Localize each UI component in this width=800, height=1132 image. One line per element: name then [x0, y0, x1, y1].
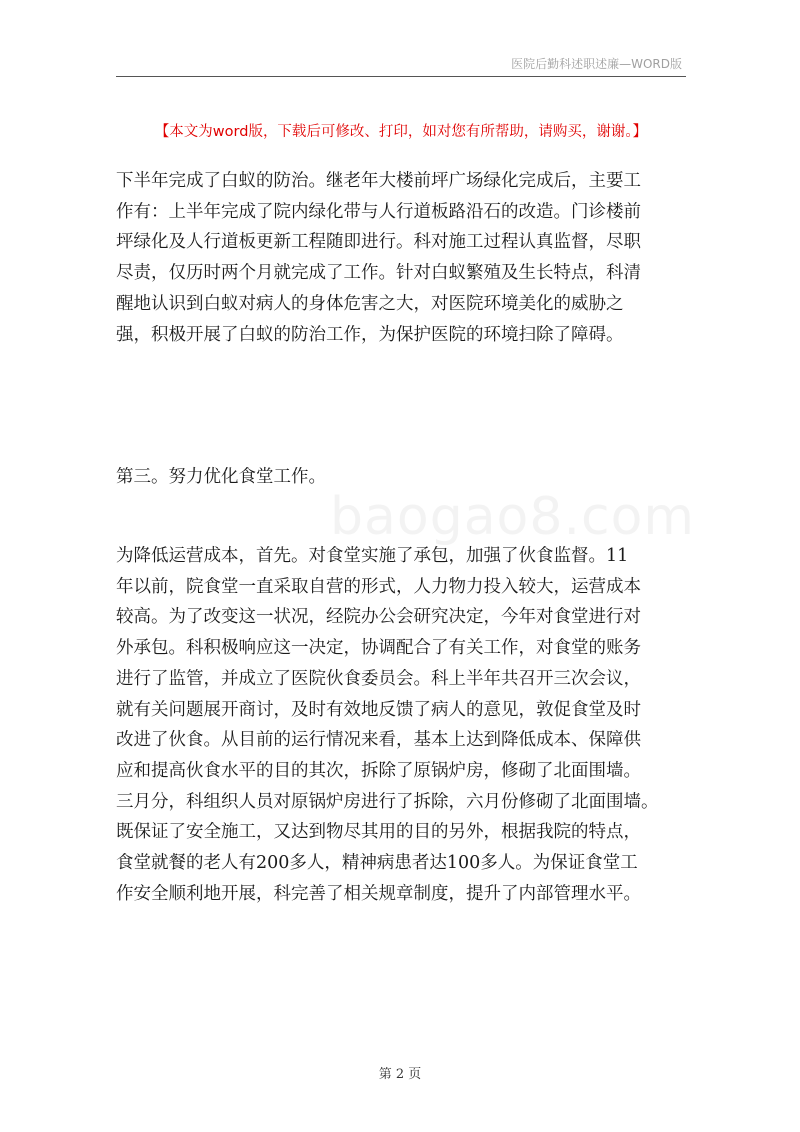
paragraph-termite-control: [116, 166, 686, 350]
document-header-title: 医院后勤科述职述廉—WORD版: [511, 57, 682, 71]
paragraph-line: 作有：上半年完成了院内绿化带与人行道板路沿石的改造。门诊楼前: [116, 201, 641, 222]
paragraph-line: 年以前，院食堂一直采取自营的形式，人力物力投入较大，运营成本: [116, 576, 641, 597]
paragraph-canteen: [116, 541, 686, 909]
paragraph-line: 食堂就餐的老人有200多人，精神病患者达100多人。为保证食堂工: [116, 853, 638, 874]
paragraph-line: 三月分，科组织人员对原锅炉房进行了拆除，六月份修砌了北面围墙。: [116, 791, 659, 812]
section-heading-text: 第三。努力优化食堂工作。: [116, 467, 326, 487]
paragraph-line: 既保证了安全施工，又达到物尽其用的目的另外，根据我院的特点，: [116, 822, 641, 843]
watermark-text: baogao8.com: [330, 487, 696, 547]
header-divider: [116, 76, 686, 77]
paragraph-line: 尽责，仅历时两个月就完成了工作。针对白蚁繁殖及生长特点，科清: [116, 263, 641, 284]
paragraph-line: 改进了伙食。从目前的运行情况来看，基本上达到降低成本、保障供: [116, 730, 641, 751]
paragraph-line: 就有关问题展开商讨，及时有效地反馈了病人的意见，敦促食堂及时: [116, 699, 641, 720]
paragraph-line: 下半年完成了白蚁的防治。继老年大楼前坪广场绿化完成后，主要工: [116, 171, 641, 191]
paragraph-line: 坪绿化及人行道板更新工程随即进行。科对施工过程认真监督，尽职: [116, 232, 641, 253]
page-number: 第 2 页: [378, 1067, 422, 1082]
paragraph-line: 应和提高伙食水平的目的其次，拆除了原锅炉房，修砌了北面围墙。: [116, 760, 641, 781]
paragraph-line: 外承包。科积极响应这一决定，协调配合了有关工作，对食堂的账务: [116, 638, 641, 659]
paragraph-line: 强，积极开展了白蚁的防治工作，为保护医院的环境扫除了障碍。: [116, 324, 624, 345]
paragraph-line: 作安全顺利地开展，科完善了相关规章制度，提升了内部管理水平。: [116, 883, 641, 904]
section-heading: [116, 462, 686, 493]
paragraph-line: 醒地认识到白蚁对病人的身体危害之大，对医院环境美化的威胁之: [116, 293, 624, 314]
paragraph-line: 为降低运营成本，首先。对食堂实施了承包，加强了伙食监督。11: [116, 546, 629, 566]
paragraph-line: 较高。为了改变这一状况，经院办公会研究决定，今年对食堂进行对: [116, 607, 641, 628]
paragraph-line: 进行了监管，并成立了医院伙食委员会。科上半年共召开三次会议，: [116, 668, 641, 689]
purchase-notice: 【本文为word版，下载后可修改、打印，如对您有所帮助，请购买，谢谢。】: [154, 124, 648, 140]
